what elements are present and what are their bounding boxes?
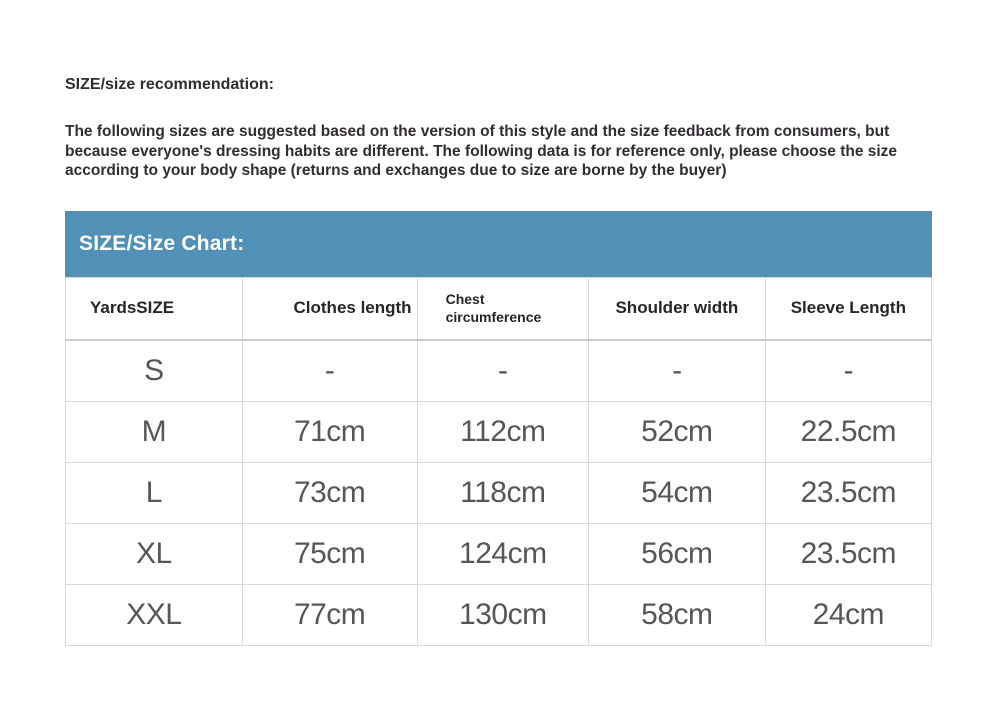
size-label-cell: XL [66,523,243,584]
size-row-xxl [66,584,932,645]
sleeve-length-cell: - [765,340,931,401]
column-header-sleeve-length [765,277,931,340]
size-row-xl [66,523,932,584]
size-row-l [66,462,932,523]
chest-circumference-cell: 130cm [417,584,588,645]
size-chart-banner-title: SIZE/Size Chart: [79,231,245,255]
chest-circumference-cell: 124cm [417,523,588,584]
size-label-cell: S [66,340,243,401]
column-header-label: Clothes length [293,298,412,318]
chest-circumference-cell: 112cm [417,401,588,462]
column-header-yards-size [66,277,243,340]
size-chart-table [65,277,932,646]
size-label-cell: M [66,401,243,462]
column-header-label: Shoulder width [615,298,739,318]
content-area [65,75,932,646]
clothes-length-cell: - [242,340,417,401]
clothes-length-cell: 73cm [242,462,417,523]
size-table-header-row [66,277,932,340]
size-recommendation-description: The following sizes are suggested based on the version of this style and the size feedback from consumers, but because everyone's dressing habits are different. The following data is for reference only, please choose the size according to your body shape (returns and exchanges due to size are borne by the buyer) [65,123,898,179]
size-label-cell: L [66,462,243,523]
size-recommendation-heading: SIZE/size recommendation: [65,76,274,93]
sleeve-length-cell: 24cm [765,584,931,645]
column-header-label: Sleeve Length [790,298,906,318]
size-row-s [66,340,932,401]
chest-circumference-cell: 118cm [417,462,588,523]
clothes-length-cell: 77cm [242,584,417,645]
shoulder-width-cell: 56cm [589,523,766,584]
sleeve-length-cell: 23.5cm [765,462,931,523]
chest-circumference-cell: - [417,340,588,401]
shoulder-width-cell: 54cm [589,462,766,523]
column-header-label: YardsSIZE [90,298,175,318]
shoulder-width-cell: 52cm [589,401,766,462]
shoulder-width-cell: 58cm [589,584,766,645]
sleeve-length-cell: 23.5cm [765,523,931,584]
shoulder-width-cell: - [589,340,766,401]
column-header-clothes-length [242,277,417,340]
clothes-length-cell: 75cm [242,523,417,584]
size-label-cell: XXL [66,584,243,645]
clothes-length-cell: 71cm [242,401,417,462]
column-header-label: Chest circumference [445,291,542,326]
size-row-m [66,401,932,462]
column-header-chest-circumference [417,277,588,340]
column-header-shoulder-width [589,277,766,340]
sleeve-length-cell: 22.5cm [765,401,931,462]
size-chart-banner [65,211,932,277]
